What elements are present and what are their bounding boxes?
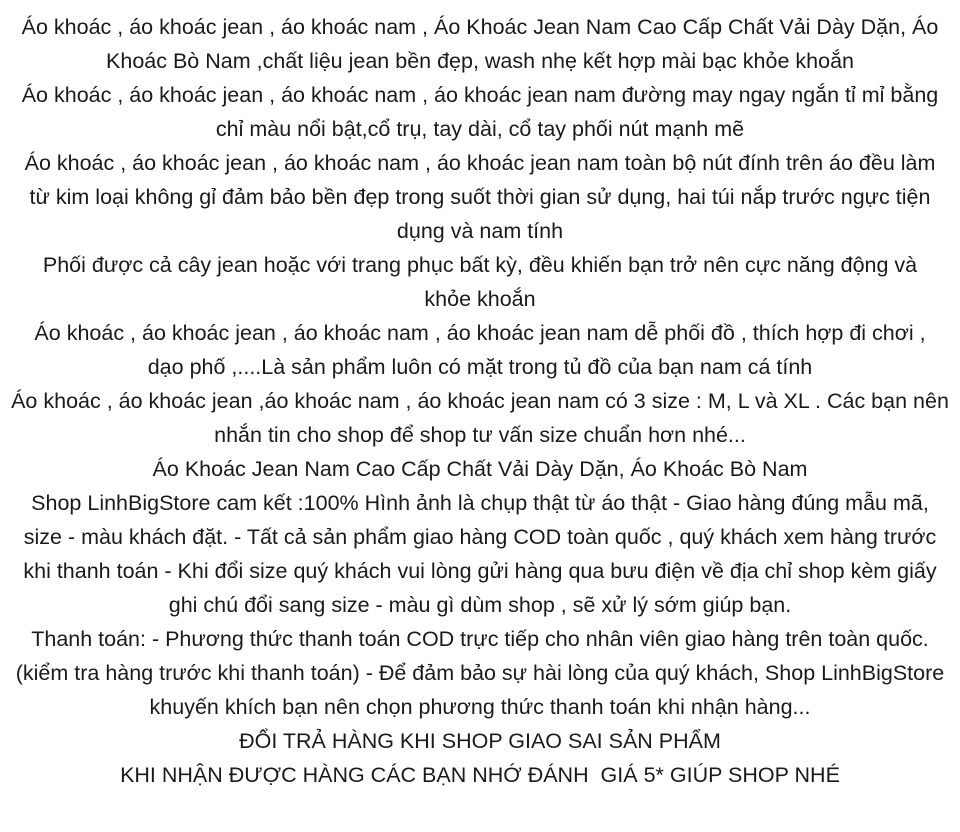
paragraph-styling: Phối được cả cây jean hoặc với trang phục bất kỳ, đều khiến bạn trở nên cực năng động và khỏe khoắn: [42, 253, 918, 311]
paragraph-payment: Thanh toán: - Phương thức thanh toán COD trực tiếp cho nhân viên giao hàng trên toàn quốc. (kiểm tra hàng trước khi thanh toán) - Để đảm bảo sự hài lòng của quý khách, Shop LinhBigStore khuyến khích bạn nên chọn phương thức thanh toán khi nhận hàng...: [15, 627, 945, 719]
paragraph-return-policy: ĐỔI TRẢ HÀNG KHI SHOP GIAO SAI SẢN PHẨM: [239, 729, 721, 753]
paragraph-rating-request: KHI NHẬN ĐƯỢC HÀNG CÁC BẠN NHỚ ĐÁNH GIÁ 5* GIÚP SHOP NHÉ: [120, 763, 840, 787]
paragraph-material: Áo khoác , áo khoác jean , áo khoác nam , Áo Khoác Jean Nam Cao Cấp Chất Vải Dày Dặn, Áo Khoác Bò Nam ,chất liệu jean bền đẹp, wash nhẹ kết hợp mài bạc khỏe khoắn: [21, 15, 939, 73]
paragraph-occasions: Áo khoác , áo khoác jean , áo khoác nam , áo khoác jean nam dễ phối đồ , thích hợp đi chơi , dạo phố ,....Là sản phẩm luôn có mặt trong tủ đồ của bạn nam cá tính: [34, 321, 926, 379]
paragraph-buttons-pockets: Áo khoác , áo khoác jean , áo khoác nam , áo khoác jean nam toàn bộ nút đính trên áo đều làm từ kim loại không gỉ đảm bảo bền đẹp trong suốt thời gian sử dụng, hai túi nắp trước ngực tiện dụng và nam tính: [24, 151, 936, 243]
paragraph-sizes: Áo khoác , áo khoác jean ,áo khoác nam , áo khoác jean nam có 3 size : M, L và XL . Các bạn nên nhắn tin cho shop để shop tư vấn size chuẩn hơn nhé...: [11, 389, 949, 447]
paragraph-product-name: Áo Khoác Jean Nam Cao Cấp Chất Vải Dày Dặn, Áo Khoác Bò Nam: [152, 457, 808, 481]
paragraph-shop-commitment: Shop LinhBigStore cam kết :100% Hình ảnh là chụp thật từ áo thật - Giao hàng đúng mẫu mã, size - màu khách đặt. - Tất cả sản phẩm giao hàng COD toàn quốc , quý khách xem hàng trước khi thanh toán - Khi đổi size quý khách vui lòng gửi hàng qua bưu điện về địa chỉ shop kèm giấy ghi chú đổi sang size - màu gì dùm shop , sẽ xử lý sớm giúp bạn.: [23, 491, 937, 617]
paragraph-stitching: Áo khoác , áo khoác jean , áo khoác nam , áo khoác jean nam đường may ngay ngắn tỉ mỉ bằng chỉ màu nổi bật,cổ trụ, tay dài, cổ tay phối nút mạnh mẽ: [21, 83, 939, 141]
